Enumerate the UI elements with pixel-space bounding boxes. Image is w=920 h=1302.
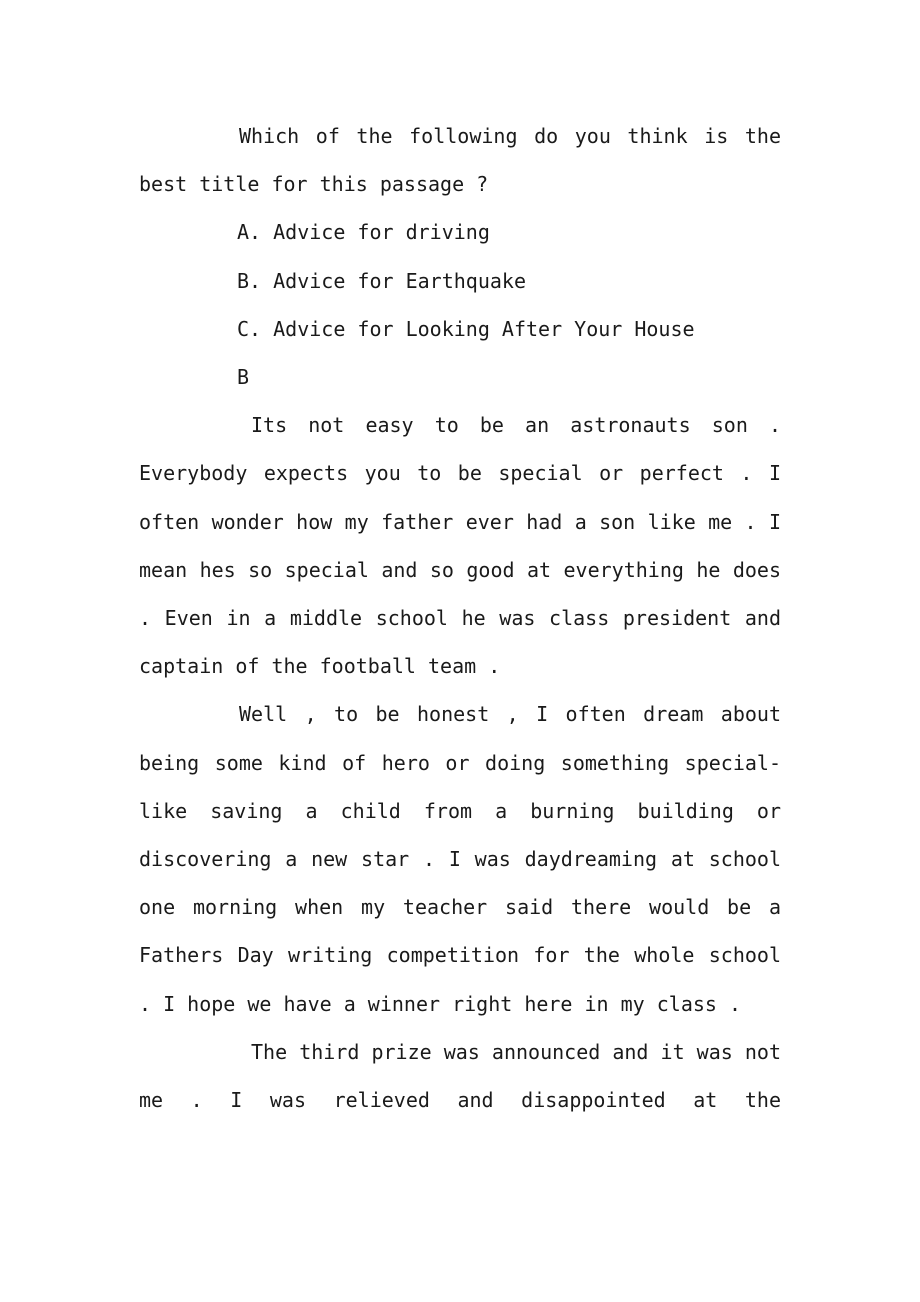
passage-paragraph-2: Well , to be honest , I often dream about being some kind of hero or doing something special-like saving a child from a burning building or discovering a new star . I was daydreaming at school one morning when my teacher said there would be a Fathers Day writing competition for the whole school . I hope we have a winner right here in my class . xyxy=(139,702,781,1016)
text-body xyxy=(139,112,781,1124)
option-c: C. Advice for Looking After Your House xyxy=(237,316,695,341)
passage-paragraph-1: Its not easy to be an astronauts son . Everybody expects you to be special or perfect . I often wonder how my father ever had a son like me . I mean hes so special and so good at everything he does . Even in a middle school he was class president and captain of the football team . xyxy=(139,413,781,679)
passage-paragraph-3: The third prize was announced and it was not me . I was relieved and disappointed at the xyxy=(139,1039,781,1113)
option-a: A. Advice for driving xyxy=(237,220,490,245)
question-prompt: Which of the following do you think is the best title for this passage ? xyxy=(139,124,781,197)
option-b: B. Advice for Earthquake xyxy=(237,268,526,293)
section-label: B xyxy=(237,365,250,390)
